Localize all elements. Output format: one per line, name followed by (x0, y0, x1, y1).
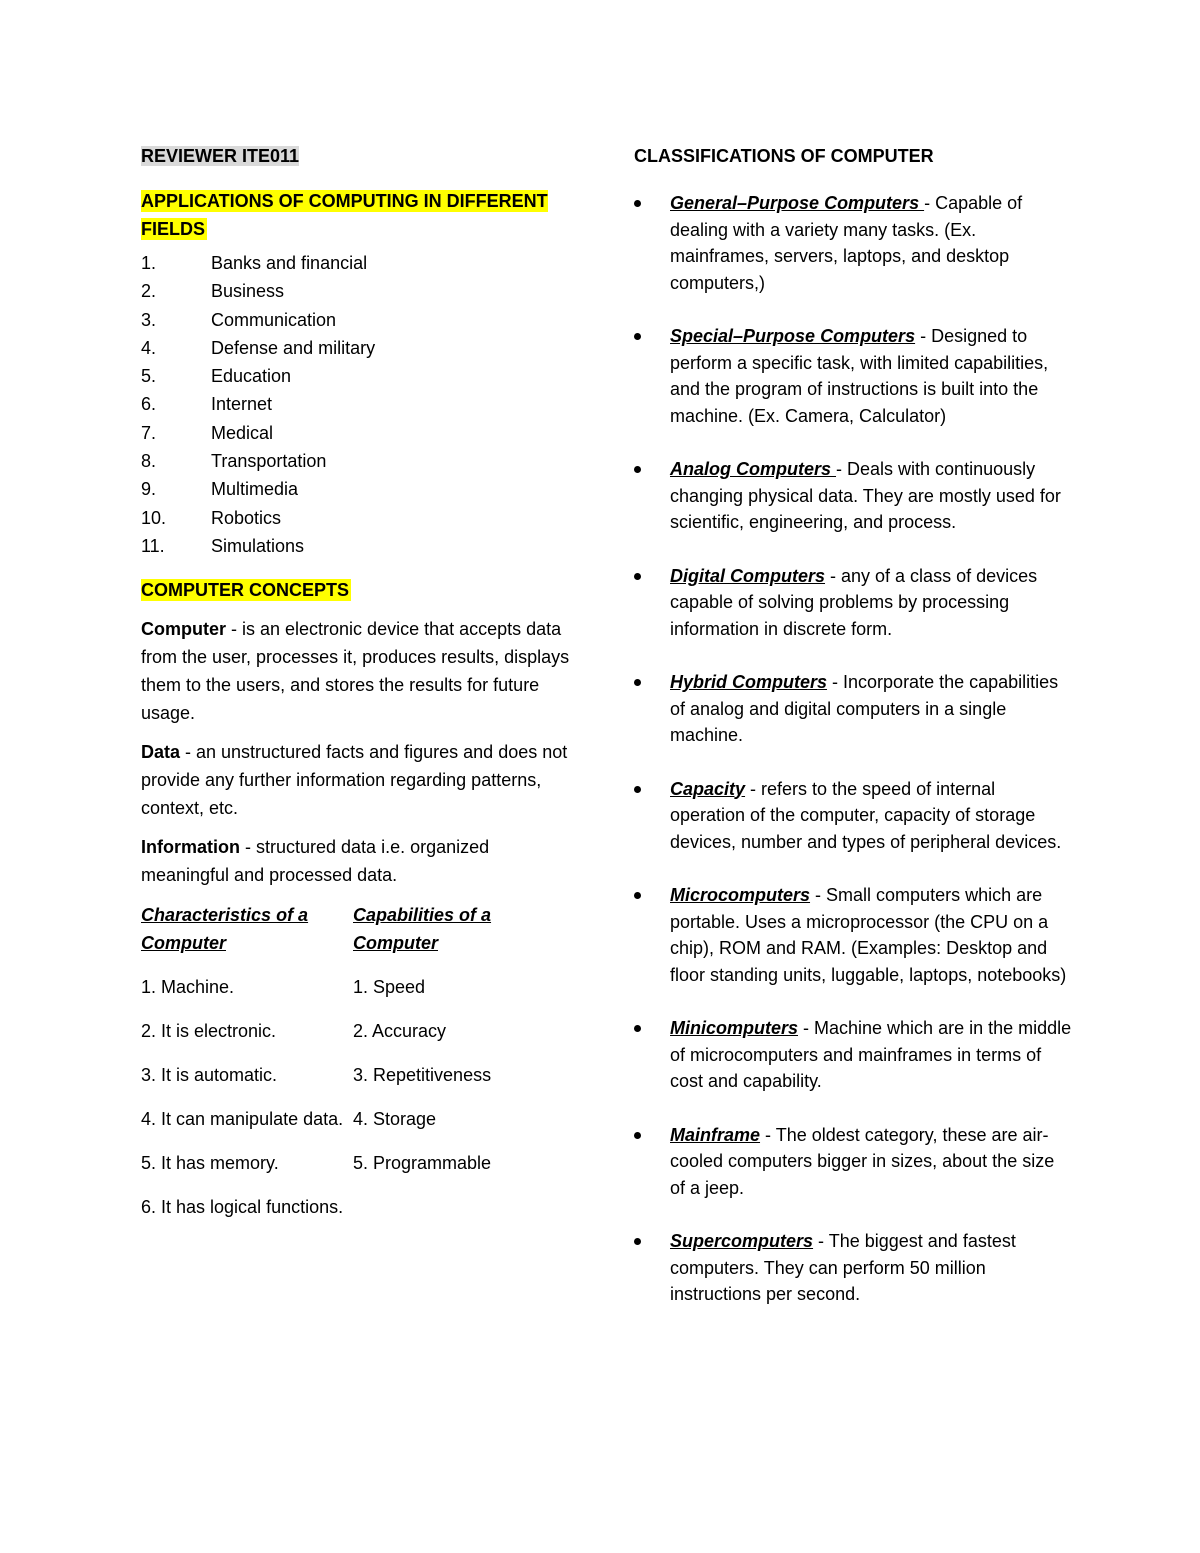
list-item (634, 1228, 1074, 1308)
class-term: Digital Computers (670, 565, 826, 586)
definition-term: Information (141, 837, 240, 858)
applications-heading-text: APPLICATIONS OF COMPUTING IN DIFFERENT FIELDS (141, 191, 548, 239)
characteristics-capabilities-table (141, 901, 571, 1221)
list-item (634, 563, 1074, 643)
class-text: - Machine which are in the middle of microcomputers and mainframes in terms of cost and capability. (670, 1018, 1072, 1091)
class-text: - Capable of dealing with a variety many tasks. (Ex. mainframes, servers, laptops, and desktop computers,) (670, 193, 1023, 293)
bullet-icon (634, 1238, 641, 1245)
list-item-number: 4. (141, 337, 157, 358)
characteristic-item: 1. Machine. (141, 977, 235, 998)
list-item-label: Communication (211, 309, 337, 330)
capabilities-heading: Capabilities of a Computer (353, 905, 492, 954)
bullet-icon (634, 200, 641, 207)
list-item-number: 8. (141, 451, 157, 472)
list-item-label: Education (211, 366, 292, 387)
characteristic-item: 6. It has logical functions. (141, 1197, 344, 1218)
bullet-icon (634, 892, 641, 899)
list-item-label: Medical (211, 422, 274, 443)
list-item-number: 10. (141, 507, 167, 528)
class-text: - any of a class of devices capable of solving problems by processing information in discrete form. (670, 565, 1038, 639)
list-item-number: 3. (141, 309, 157, 330)
list-item (141, 447, 571, 475)
definition-text: - is an electronic device that accepts data from the user, processes it, produces results, displays them to the users, and stores the results for future usage. (141, 619, 570, 724)
capability-item: 3. Repetitiveness (353, 1065, 492, 1086)
bullet-icon (634, 573, 641, 580)
characteristic-item: 3. It is automatic. (141, 1065, 278, 1086)
definition-term: Data (141, 742, 181, 763)
list-item-number: 5. (141, 366, 157, 387)
characteristics-heading: Characteristics of a Computer (141, 905, 309, 954)
list-item-label: Banks and financial (211, 253, 368, 273)
list-item (141, 532, 571, 560)
class-term: Special–Purpose Computers (670, 326, 916, 346)
list-item-number: 11. (141, 535, 165, 556)
classifications-list (634, 190, 1074, 1308)
list-item (141, 475, 571, 503)
class-text: - Deals with continuously changing physical data. They are mostly used for scientific, engineering, and process. (670, 459, 1061, 532)
class-term: Hybrid Computers (670, 672, 828, 692)
left-column (141, 142, 571, 1221)
bullet-icon (634, 466, 641, 473)
class-term: General–Purpose Computers (670, 193, 925, 213)
bullet-icon (634, 679, 641, 686)
list-item (634, 882, 1074, 988)
fields-list (141, 249, 571, 560)
list-item (141, 419, 571, 447)
list-item (634, 1122, 1074, 1202)
list-item-label: Defense and military (211, 337, 376, 358)
class-text: - The oldest category, these are air-cooled computers bigger in sizes, about the size of a jeep. (670, 1124, 1055, 1198)
list-item-label: Multimedia (211, 479, 299, 500)
list-item-label: Internet (211, 394, 273, 415)
definition-information (141, 833, 571, 889)
list-item-label: Transportation (211, 451, 327, 472)
class-text: - refers to the speed of internal operation of the computer, capacity of storage devices, number and types of peripheral devices. (670, 778, 1062, 852)
definition-computer (141, 615, 571, 727)
class-term: Minicomputers (670, 1018, 799, 1038)
bullet-icon (634, 333, 641, 340)
class-term: Capacity (670, 778, 746, 799)
class-text: - The biggest and fastest computers. They can perform 50 million instructions per second. (670, 1231, 1016, 1304)
classifications-heading: CLASSIFICATIONS OF COMPUTER (634, 146, 934, 166)
class-text: - Designed to perform a specific task, with limited capabilities, and the program of instructions is built into the machine. (Ex. Camera, Calculator) (670, 326, 1049, 426)
list-item (634, 456, 1074, 536)
capability-item: 4. Storage (353, 1109, 437, 1130)
list-item-label: Simulations (211, 535, 305, 556)
bullet-icon (634, 1025, 641, 1032)
capabilities-column (353, 901, 553, 1221)
list-item (634, 190, 1074, 296)
capability-item: 2. Accuracy (353, 1021, 447, 1042)
list-item-number: 1. (141, 253, 157, 273)
list-item (141, 504, 571, 532)
class-term: Microcomputers (670, 885, 811, 905)
bullet-icon (634, 1132, 641, 1139)
class-term: Analog Computers (670, 459, 837, 479)
list-item-number: 7. (141, 422, 157, 443)
list-item-label: Robotics (211, 507, 282, 528)
applications-heading (141, 187, 571, 243)
list-item (141, 390, 571, 418)
list-item (141, 334, 571, 362)
capability-item: 5. Programmable (353, 1153, 492, 1174)
list-item (141, 362, 571, 390)
list-item-label: Business (211, 281, 285, 302)
list-item (634, 323, 1074, 429)
list-item-number: 2. (141, 281, 157, 302)
characteristic-item: 4. It can manipulate data. (141, 1109, 344, 1130)
class-term: Mainframe (670, 1124, 761, 1145)
list-item-number: 9. (141, 479, 157, 500)
definition-data (141, 738, 571, 822)
characteristic-item: 2. It is electronic. (141, 1021, 277, 1042)
capability-item: 1. Speed (353, 977, 426, 998)
bullet-icon (634, 786, 641, 793)
list-item (634, 776, 1074, 856)
definition-text: - structured data i.e. organized meaningful and processed data. (141, 837, 490, 886)
class-text: - Small computers which are portable. Uses a microprocessor (the CPU on a chip), ROM and RAM. (Examples: Desktop and floor standing units, luggable, laptops, notebooks) (670, 885, 1067, 985)
definition-term: Computer (141, 619, 226, 640)
list-item-number: 6. (141, 394, 157, 415)
document-title-text: REVIEWER ITE011 (141, 146, 300, 166)
list-item (141, 277, 571, 305)
characteristic-item: 5. It has memory. (141, 1153, 279, 1174)
list-item (141, 306, 571, 334)
list-item (634, 669, 1074, 749)
concepts-heading-text: COMPUTER CONCEPTS (141, 580, 350, 601)
class-term: Supercomputers (670, 1231, 814, 1251)
characteristics-column (141, 901, 353, 1221)
document-title (141, 142, 571, 170)
class-text: - Incorporate the capabilities of analog and digital computers in a single machine. (670, 672, 1059, 745)
list-item (141, 249, 571, 277)
definition-text: - an unstructured facts and figures and does not provide any further information regarding patterns, context, etc. (141, 742, 568, 819)
right-column (634, 142, 1074, 1335)
concepts-heading (141, 576, 571, 604)
list-item (634, 1015, 1074, 1095)
